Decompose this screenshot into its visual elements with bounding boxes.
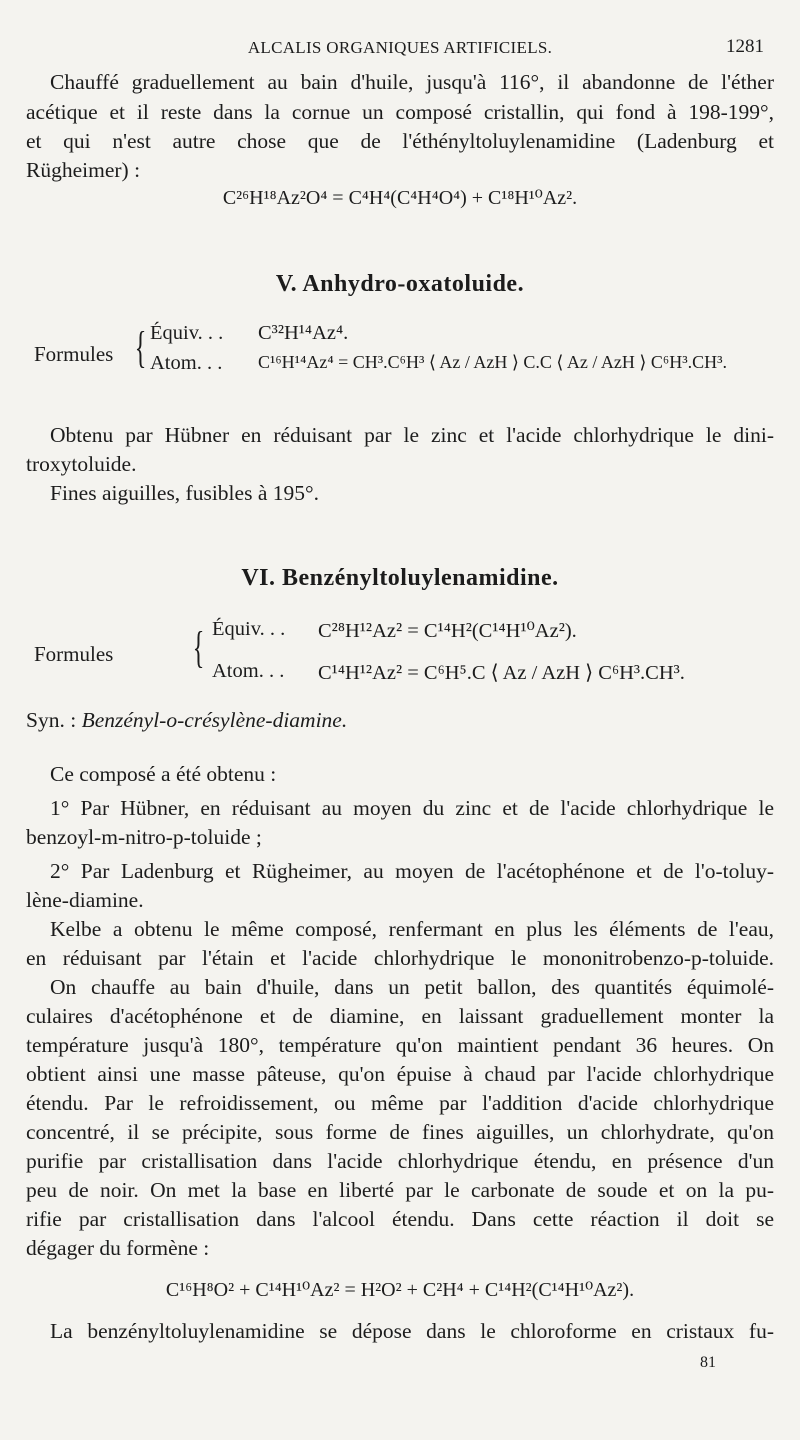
text-line: concentré, il se précipite, sous forme de fines aiguilles, un chlorhydrate, qu'on bbox=[26, 1120, 774, 1144]
text-line: dégager du formène : bbox=[26, 1236, 210, 1260]
text-line: Fines aiguilles, fusibles à 195°. bbox=[50, 481, 319, 505]
syn-value: Benzényl-o-crésylène-diamine. bbox=[81, 708, 348, 732]
atom-label: Atom. . . bbox=[150, 352, 223, 374]
header-title: ALCALIS ORGANIQUES ARTIFICIELS. bbox=[247, 38, 553, 57]
text-line: acétique et il reste dans la cornue un composé cristallin, qui fond à 198-199°, bbox=[26, 100, 774, 124]
text-line: benzoyl-m-nitro-p-toluide ; bbox=[26, 825, 262, 849]
signature-mark: 81 bbox=[700, 1354, 716, 1371]
text-line: purifie par cristallisation dans l'acide chlorhydrique étendu, en présence d'un bbox=[26, 1149, 774, 1173]
text-line: peu de noir. On met la base en liberté par le carbonate de soude et on la pu- bbox=[26, 1178, 774, 1202]
equiv-label: Équiv. . . bbox=[150, 322, 224, 344]
text-line: en réduisant par l'étain et l'acide chlorhydrique le mononitrobenzo-p-toluide. bbox=[26, 946, 774, 970]
atom-label: Atom. . . bbox=[212, 660, 285, 682]
text-line: Chauffé graduellement au bain d'huile, jusqu'à 116°, il abandonne de l'éther bbox=[50, 70, 774, 94]
equation-1: C²⁶H¹⁸Az²O⁴ = C⁴H⁴(C⁴H⁴O⁴) + C¹⁸H¹⁰Az². bbox=[222, 187, 578, 209]
synonym-line bbox=[26, 706, 774, 734]
section-heading-vi: VI. Benzényltoluylenamidine. bbox=[241, 565, 559, 591]
equiv-label: Équiv. . . bbox=[212, 618, 286, 640]
brace: { bbox=[134, 323, 147, 372]
text-line: lène-diamine. bbox=[26, 888, 144, 912]
equation-2: C¹⁶H⁸O² + C¹⁴H¹⁰Az² = H²O² + C²H⁴ + C¹⁴H²(C¹⁴H¹⁰Az²). bbox=[165, 1279, 635, 1301]
text-line: étendu. Par le refroidissement, ou même par l'addition d'acide chlorhydrique bbox=[26, 1091, 774, 1115]
brace: { bbox=[192, 623, 205, 672]
atom-formula: C¹⁴H¹²Az² = C⁶H⁵.C ⟨ Az / AzH ⟩ C⁶H³.CH³. bbox=[318, 662, 685, 684]
syn-label: Syn. : bbox=[26, 708, 77, 732]
text-line: et qui n'est autre chose que de l'éthényltoluylenamidine (Ladenburg et bbox=[26, 129, 774, 153]
text-line: troxytoluide. bbox=[26, 452, 137, 476]
formulas-label: Formules bbox=[34, 342, 114, 366]
text-line: rifie par cristallisation dans l'alcool étendu. Dans cette réaction il doit se bbox=[26, 1207, 774, 1231]
text-line: température jusqu'à 180°, température qu'on maintient pendant 36 heures. On bbox=[26, 1033, 774, 1057]
text-line: La benzényltoluylenamidine se dépose dans le chloroforme en cristaux fu- bbox=[50, 1319, 774, 1343]
text-line: 2° Par Ladenburg et Rügheimer, au moyen de l'acétophénone et de l'o-toluy- bbox=[50, 859, 774, 883]
equiv-formula: C²⁸H¹²Az² = C¹⁴H²(C¹⁴H¹⁰Az²). bbox=[318, 620, 577, 642]
text-line: obtient ainsi une masse pâteuse, qu'on épuise à chaud par l'acide chlorhydrique bbox=[26, 1062, 774, 1086]
text-line: On chauffe au bain d'huile, dans un petit ballon, des quantités équimolé- bbox=[50, 975, 774, 999]
text-line: Rügheimer) : bbox=[26, 158, 141, 182]
text-line: 1° Par Hübner, en réduisant au moyen du zinc et de l'acide chlorhydrique le bbox=[50, 796, 774, 820]
text-line: Ce composé a été obtenu : bbox=[50, 762, 277, 786]
text-line: Obtenu par Hübner en réduisant par le zinc et l'acide chlorhydrique le dini- bbox=[50, 423, 774, 447]
atom-formula: C¹⁶H¹⁴Az⁴ = CH³.C⁶H³ ⟨ Az / AzH ⟩ C.C ⟨ Az / AzH ⟩ C⁶H³.CH³. bbox=[258, 352, 728, 372]
text-line: culaires d'acétophénone et de diamine, en laissant graduellement monter la bbox=[26, 1004, 774, 1028]
text-line: Kelbe a obtenu le même composé, renfermant en plus les éléments de l'eau, bbox=[50, 917, 774, 941]
equiv-formula: C³²H¹⁴Az⁴. bbox=[258, 322, 349, 344]
formulas-label: Formules bbox=[34, 642, 114, 666]
page-number: 1281 bbox=[726, 36, 764, 57]
section-heading-v: V. Anhydro-oxatoluide. bbox=[275, 271, 525, 297]
